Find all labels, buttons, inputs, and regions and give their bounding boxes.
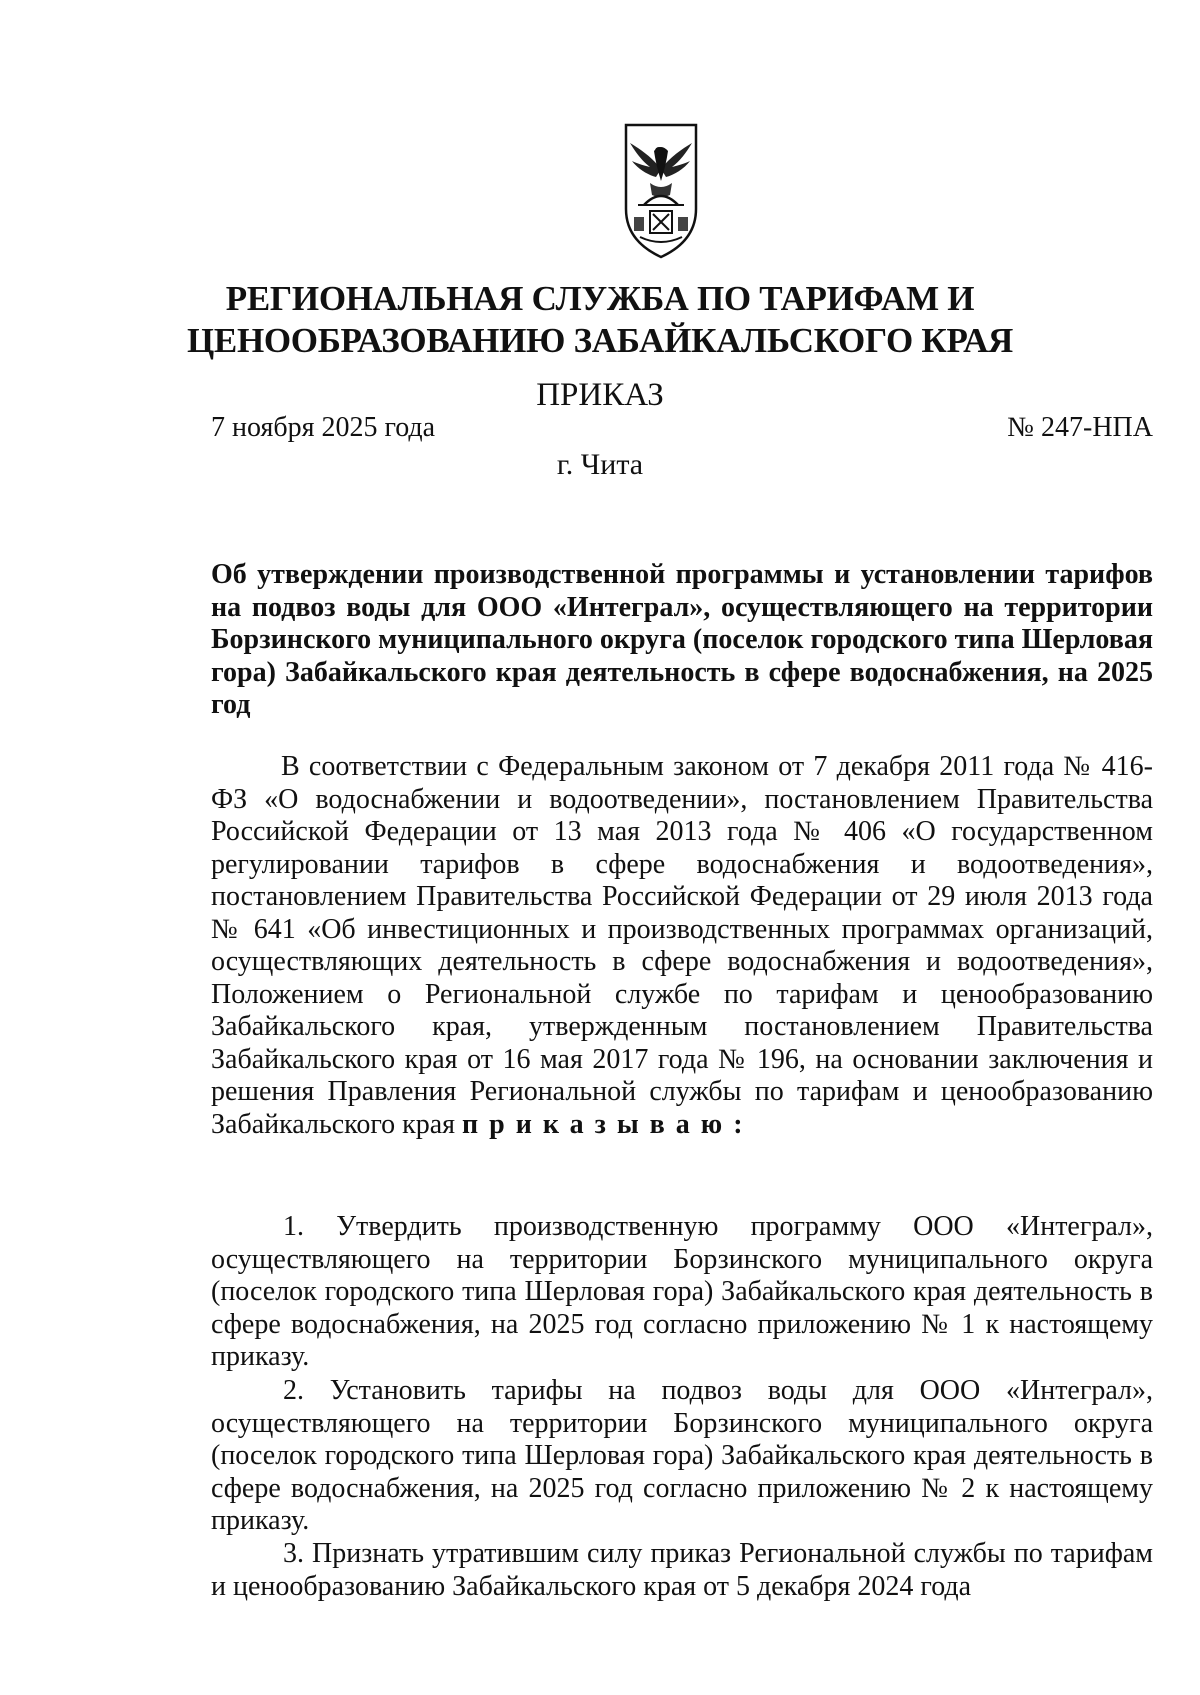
decree-word: приказываю: xyxy=(462,1108,754,1140)
order-preamble xyxy=(211,751,1153,1141)
organization-title-line1: РЕГИОНАЛЬНАЯ СЛУЖБА ПО ТАРИФАМ И xyxy=(225,279,975,318)
order-date: 7 ноября 2025 года xyxy=(211,412,436,443)
order-city: г. Чита xyxy=(556,448,644,481)
order-number: № 247-НПА xyxy=(1007,412,1153,443)
order-item-1: 1. Утвердить производственную программу ООО «Интеграл», осуществляющего на территории Борзинского муниципального округа (поселок городского типа Шерловая гора) Забайкальского края деятельность в сфере водоснабжения, на 2025 год согласно приложению № 1 к настоящему приказу. xyxy=(211,1211,1153,1372)
preamble-text: В соответствии с Федеральным законом от 7 декабря 2011 года № 416-ФЗ «О водоснабжении и водоотведении», постановлением Правительства Российской Федерации от 13 мая 2013 года № 406 «О государственном регулировании тарифов в сфере водоснабжения и водоотведения», постановлением Правительства Российской Федерации от 29 июля 2013 года № 641 «Об инвестиционных и производственных программах организаций, осуществляющих деятельность в сфере водоснабжения и водоотведения», Положением о Региональной службе по тарифам и ценообразованию Забайкальского края, утвержденным постановлением Правительства Забайкальского края от 16 мая 2017 года № 196, на основании заключения и решения Правления Региональной службы по тарифам и ценообразованию Забайкальского края xyxy=(211,751,1153,1140)
organization-title-line2: ЦЕНООБРАЗОВАНИЮ ЗАБАЙКАЛЬСКОГО КРАЯ xyxy=(186,321,1014,360)
document-type: ПРИКАЗ xyxy=(536,377,664,413)
order-item-2: 2. Установить тарифы на подвоз воды для ООО «Интеграл», осуществляющего на территории Борзинского муниципального округа (поселок городского типа Шерловая гора) Забайкальского края деятельность в сфере водоснабжения, на 2025 год согласно приложению № 2 к настоящему приказу. xyxy=(211,1375,1153,1536)
order-item-3: 3. Признать утратившим силу приказ Региональной службы по тарифам и ценообразованию Забайкальского края от 5 декабря 2024 года xyxy=(211,1538,1153,1602)
order-subject: Об утверждении производственной программы и установлении тарифов на подвоз воды для ООО «Интеграл», осуществляющего на территории Борзинского муниципального округа (поселок городского типа Шерловая гора) Забайкальского края деятельность в сфере водоснабжения, на 2025 год xyxy=(211,559,1153,720)
coat-of-arms-emblem xyxy=(620,121,702,261)
